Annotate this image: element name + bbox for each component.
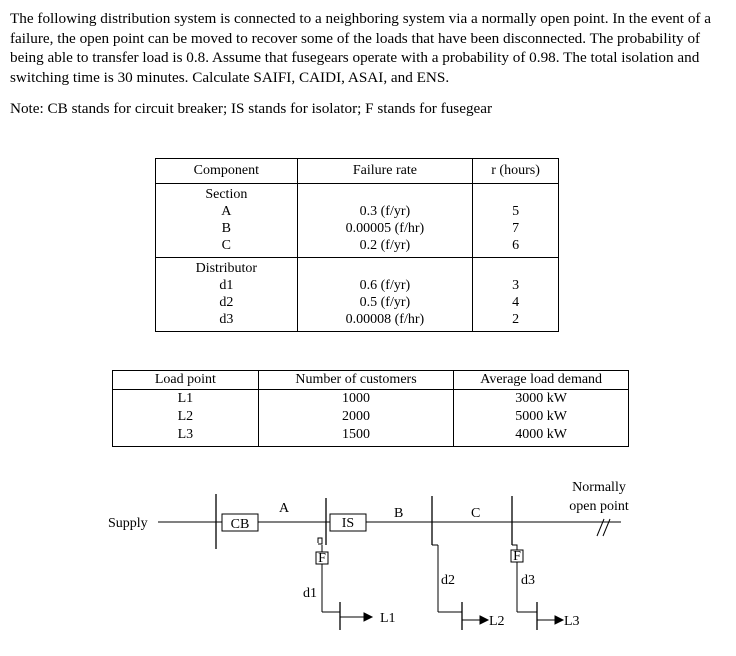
fuse-label-d3: F xyxy=(513,549,521,564)
distributor-repair-times xyxy=(473,258,559,332)
l2-arrow-icon xyxy=(480,616,488,624)
is-label: IS xyxy=(341,516,355,531)
component-name: d3 xyxy=(219,312,234,327)
load-table-header xyxy=(113,371,629,390)
component-name: d1 xyxy=(219,278,234,293)
customers-cell xyxy=(258,390,454,447)
repair-time: 5 xyxy=(512,204,520,219)
load-demand: 3000 kW xyxy=(515,391,568,406)
customers-header: Number of customers xyxy=(258,371,454,390)
customer-count: 1000 xyxy=(342,391,370,406)
load-label-l1: L1 xyxy=(380,611,396,626)
nop-label: open point xyxy=(569,499,629,514)
repair-time: 7 xyxy=(512,221,520,236)
demand-cell xyxy=(454,390,629,447)
failure-rate: 0.00005 (f/hr) xyxy=(345,221,425,236)
repair-time-header: r (hours) xyxy=(473,159,559,184)
load-demand: 5000 kW xyxy=(515,409,568,424)
component-table-header xyxy=(156,159,559,184)
single-line-diagram xyxy=(0,470,736,656)
load-point: L2 xyxy=(177,409,194,424)
component-name: d2 xyxy=(219,295,234,310)
distributor-group xyxy=(156,258,559,332)
section-label-c: C xyxy=(471,506,481,521)
distributor-label-d1: d1 xyxy=(303,586,317,601)
repair-time: 3 xyxy=(512,278,520,293)
fuse-label-d1: F xyxy=(318,551,326,566)
load-label-l2: L2 xyxy=(489,614,505,629)
section-title: Section xyxy=(205,187,248,202)
failure-rate-header: Failure rate xyxy=(297,159,472,184)
repair-time: 4 xyxy=(512,295,520,310)
load-label-l3: L3 xyxy=(564,614,580,629)
component-name: C xyxy=(221,238,232,253)
component-table xyxy=(155,158,559,332)
load-point-table xyxy=(112,370,629,447)
load-point: L1 xyxy=(177,391,194,406)
customer-count: 2000 xyxy=(342,409,370,424)
load-demand: 4000 kW xyxy=(515,427,568,442)
load-points-cell xyxy=(113,390,259,447)
component-name: A xyxy=(221,204,232,219)
distributor-label-d2: d2 xyxy=(441,573,455,588)
repair-time: 6 xyxy=(512,238,520,253)
failure-rate: 0.00008 (f/hr) xyxy=(345,312,425,327)
distributor-title: Distributor xyxy=(195,261,258,276)
section-group xyxy=(156,184,559,258)
failure-rate: 0.2 (f/yr) xyxy=(359,238,411,253)
component-name: B xyxy=(221,221,232,236)
load-table-body xyxy=(113,390,629,447)
d1-link xyxy=(318,538,322,544)
section-label-a: A xyxy=(279,501,290,516)
demand-header: Average load demand xyxy=(454,371,629,390)
load-point-header: Load point xyxy=(113,371,259,390)
l1-arrow-icon xyxy=(364,613,372,621)
nop-label: Normally xyxy=(572,480,626,495)
distributor-failure-rates xyxy=(297,258,472,332)
cb-label: CB xyxy=(230,517,250,532)
supply-label: Supply xyxy=(108,516,148,531)
section-failure-rates xyxy=(297,184,472,258)
section-components xyxy=(156,184,298,258)
failure-rate: 0.6 (f/yr) xyxy=(359,278,411,293)
customer-count: 1500 xyxy=(342,427,370,442)
failure-rate: 0.5 (f/yr) xyxy=(359,295,411,310)
repair-time: 2 xyxy=(512,312,520,327)
component-header: Component xyxy=(156,159,298,184)
l3-arrow-icon xyxy=(555,616,563,624)
problem-statement: The following distribution system is connected to a neighboring system via a normally open point. In the event of a failure, the open point can be moved to recover some of the loads that have been disconnected. The probability of being able to transfer load is 0.8. Assume that fusegears operate with a probability of 0.98. The total isolation and switching time is 30 minutes. Calculate SAIFI, CAIDI, ASAI, and ENS. xyxy=(10,10,712,86)
failure-rate: 0.3 (f/yr) xyxy=(359,204,411,219)
section-label-b: B xyxy=(394,506,404,521)
distributor-label-d3: d3 xyxy=(521,573,535,588)
section-repair-times xyxy=(473,184,559,258)
distributor-components xyxy=(156,258,298,332)
abbreviation-note: Note: CB stands for circuit breaker; IS stands for isolator; F stands for fusegear xyxy=(10,100,493,117)
load-point: L3 xyxy=(177,427,194,442)
